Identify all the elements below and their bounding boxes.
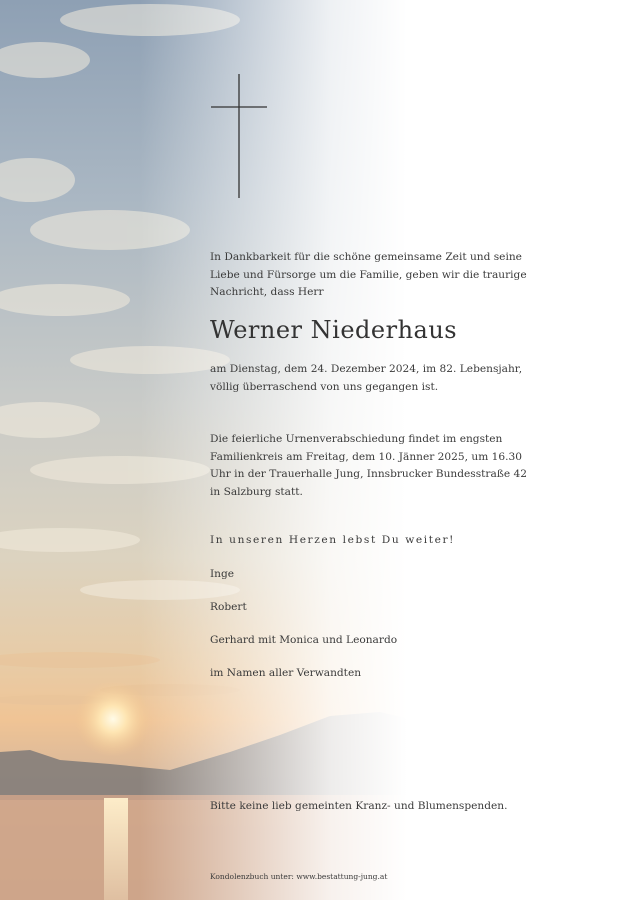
death-announcement: am Dienstag, dem 24. Dezember 2024, im 82. Lebensjahr, völlig überraschend von uns gegangen ist. [210, 363, 523, 393]
signatory: im Namen aller Verwandten [210, 667, 362, 679]
deceased-name: Werner Niederhaus [210, 316, 458, 344]
cross-icon [210, 74, 270, 200]
motto: In unseren Herzen lebst Du weiter! [210, 534, 456, 546]
ceremony-details: Die feierliche Urnenverabschiedung findet im engsten Familienkreis am Freitag, dem 10. Jänner 2025, um 16.30 Uhr in der Trauerhalle Jung, Innsbrucker Bundesstraße 42 in Salzburg statt. [210, 433, 527, 498]
signatory: Robert [210, 601, 247, 613]
flower-request: Bitte keine lieb gemeinten Kranz- und Blumenspenden. [210, 800, 508, 812]
condolence-book-link[interactable]: Kondolenzbuch unter: www.bestattung-jung.at [210, 872, 388, 881]
signatory: Gerhard mit Monica und Leonardo [210, 634, 398, 646]
signatory: Inge [210, 568, 235, 580]
intro-text: In Dankbarkeit für die schöne gemeinsame Zeit und seine Liebe und Fürsorge um die Familie, geben wir die traurige Nachricht, dass Herr [210, 251, 527, 298]
